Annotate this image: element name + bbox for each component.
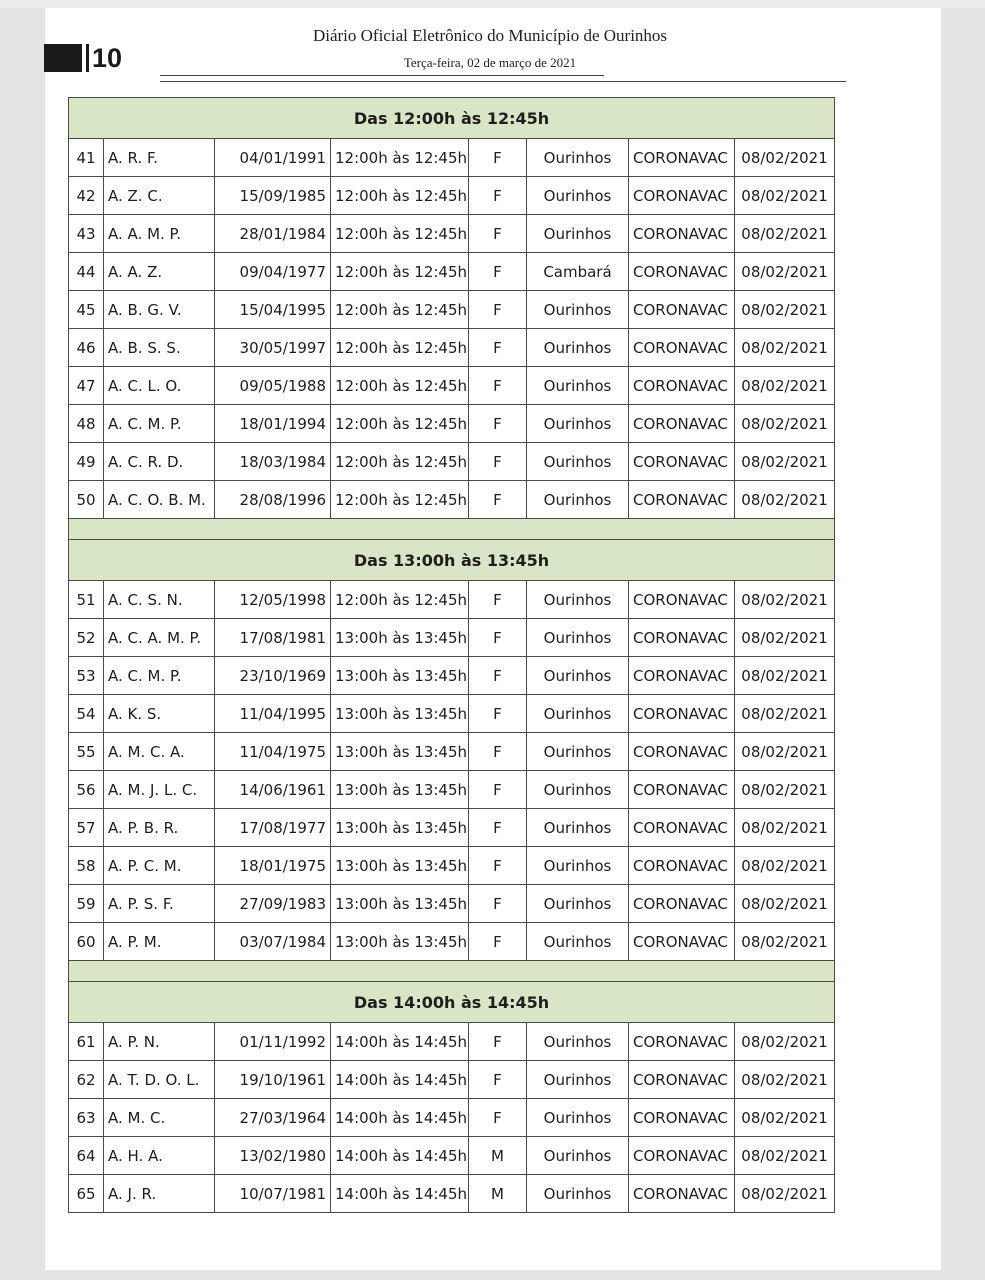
city-cell: Ourinhos xyxy=(527,1137,629,1175)
row-number-cell: 63 xyxy=(69,1099,104,1137)
section-spacer-cell xyxy=(69,961,835,982)
person-initials-cell: A. C. A. M. P. xyxy=(104,619,215,657)
person-initials-cell: A. Z. C. xyxy=(104,177,215,215)
vaccination-date-cell: 08/02/2021 xyxy=(735,733,835,771)
row-number-cell: 60 xyxy=(69,923,104,961)
person-initials-cell: A. J. R. xyxy=(104,1175,215,1213)
sex-cell: F xyxy=(469,215,527,253)
person-initials-cell: A. P. B. R. xyxy=(104,809,215,847)
table-row xyxy=(69,405,835,443)
vaccine-cell: CORONAVAC xyxy=(629,481,735,519)
birth-date-cell: 27/09/1983 xyxy=(215,885,331,923)
time-slot-header-row xyxy=(69,98,835,139)
vaccine-cell: CORONAVAC xyxy=(629,809,735,847)
table-row xyxy=(69,1061,835,1099)
table-row xyxy=(69,1137,835,1175)
birth-date-cell: 27/03/1964 xyxy=(215,1099,331,1137)
vaccine-cell: CORONAVAC xyxy=(629,885,735,923)
city-cell: Ourinhos xyxy=(527,885,629,923)
city-cell: Ourinhos xyxy=(527,695,629,733)
city-cell: Ourinhos xyxy=(527,1099,629,1137)
city-cell: Ourinhos xyxy=(527,367,629,405)
sex-cell: F xyxy=(469,581,527,619)
page-marker-block xyxy=(44,44,82,72)
person-initials-cell: A. K. S. xyxy=(104,695,215,733)
vaccine-cell: CORONAVAC xyxy=(629,177,735,215)
vaccination-date-cell: 08/02/2021 xyxy=(735,329,835,367)
sex-cell: F xyxy=(469,1099,527,1137)
city-cell: Ourinhos xyxy=(527,177,629,215)
row-number-cell: 61 xyxy=(69,1023,104,1061)
row-number-cell: 53 xyxy=(69,657,104,695)
row-number-cell: 45 xyxy=(69,291,104,329)
birth-date-cell: 28/08/1996 xyxy=(215,481,331,519)
vaccination-date-cell: 08/02/2021 xyxy=(735,291,835,329)
row-number-cell: 49 xyxy=(69,443,104,481)
sex-cell: F xyxy=(469,771,527,809)
sex-cell: F xyxy=(469,177,527,215)
vaccine-cell: CORONAVAC xyxy=(629,1099,735,1137)
vaccine-cell: CORONAVAC xyxy=(629,847,735,885)
time-slot-cell: 12:00h às 12:45h xyxy=(331,329,469,367)
person-initials-cell: A. C. M. P. xyxy=(104,657,215,695)
row-number-cell: 58 xyxy=(69,847,104,885)
birth-date-cell: 17/08/1977 xyxy=(215,809,331,847)
person-initials-cell: A. T. D. O. L. xyxy=(104,1061,215,1099)
table-row xyxy=(69,443,835,481)
person-initials-cell: A. B. G. V. xyxy=(104,291,215,329)
vaccination-date-cell: 08/02/2021 xyxy=(735,885,835,923)
vaccine-cell: CORONAVAC xyxy=(629,1175,735,1213)
time-slot-header-row xyxy=(69,540,835,581)
vaccine-cell: CORONAVAC xyxy=(629,733,735,771)
schedule-body xyxy=(69,98,835,1213)
header-rule-bottom xyxy=(160,81,846,82)
publication-title: Diário Oficial Eletrônico do Município de Ourinhos xyxy=(312,26,668,45)
city-cell: Ourinhos xyxy=(527,847,629,885)
person-initials-cell: A. B. S. S. xyxy=(104,329,215,367)
vaccine-cell: CORONAVAC xyxy=(629,923,735,961)
table-row xyxy=(69,847,835,885)
table-row xyxy=(69,695,835,733)
vaccination-date-cell: 08/02/2021 xyxy=(735,1137,835,1175)
sex-cell: F xyxy=(469,923,527,961)
time-slot-cell: 14:00h às 14:45h xyxy=(331,1023,469,1061)
sex-cell: F xyxy=(469,291,527,329)
city-cell: Ourinhos xyxy=(527,405,629,443)
page-number-marker xyxy=(44,42,122,74)
row-number-cell: 43 xyxy=(69,215,104,253)
city-cell: Ourinhos xyxy=(527,1061,629,1099)
sex-cell: M xyxy=(469,1137,527,1175)
section-spacer-cell xyxy=(69,519,835,540)
time-slot-cell: 12:00h às 12:45h xyxy=(331,443,469,481)
sex-cell: F xyxy=(469,139,527,177)
row-number-cell: 59 xyxy=(69,885,104,923)
row-number-cell: 47 xyxy=(69,367,104,405)
birth-date-cell: 28/01/1984 xyxy=(215,215,331,253)
table-row xyxy=(69,1099,835,1137)
row-number-cell: 48 xyxy=(69,405,104,443)
sex-cell: F xyxy=(469,405,527,443)
time-slot-cell: 14:00h às 14:45h xyxy=(331,1099,469,1137)
vaccination-date-cell: 08/02/2021 xyxy=(735,1061,835,1099)
city-cell: Ourinhos xyxy=(527,139,629,177)
person-initials-cell: A. C. R. D. xyxy=(104,443,215,481)
person-initials-cell: A. M. J. L. C. xyxy=(104,771,215,809)
birth-date-cell: 19/10/1961 xyxy=(215,1061,331,1099)
page-number: 10 xyxy=(92,42,123,73)
city-cell: Ourinhos xyxy=(527,481,629,519)
sex-cell: F xyxy=(469,443,527,481)
vaccine-cell: CORONAVAC xyxy=(629,329,735,367)
vaccine-cell: CORONAVAC xyxy=(629,1061,735,1099)
table-row xyxy=(69,367,835,405)
city-cell: Ourinhos xyxy=(527,733,629,771)
sex-cell: F xyxy=(469,733,527,771)
row-number-cell: 57 xyxy=(69,809,104,847)
time-slot-header: Das 13:00h às 13:45h xyxy=(69,540,835,581)
vaccination-date-cell: 08/02/2021 xyxy=(735,657,835,695)
table-row xyxy=(69,177,835,215)
row-number-cell: 65 xyxy=(69,1175,104,1213)
vaccination-date-cell: 08/02/2021 xyxy=(735,481,835,519)
person-initials-cell: A. P. N. xyxy=(104,1023,215,1061)
row-number-cell: 46 xyxy=(69,329,104,367)
sex-cell: F xyxy=(469,695,527,733)
person-initials-cell: A. M. C. A. xyxy=(104,733,215,771)
publication-date: Terça-feira, 02 de março de 2021 xyxy=(403,55,577,70)
birth-date-cell: 15/04/1995 xyxy=(215,291,331,329)
vaccine-cell: CORONAVAC xyxy=(629,695,735,733)
time-slot-cell: 13:00h às 13:45h xyxy=(331,695,469,733)
time-slot-cell: 12:00h às 12:45h xyxy=(331,177,469,215)
row-number-cell: 44 xyxy=(69,253,104,291)
time-slot-cell: 12:00h às 12:45h xyxy=(331,405,469,443)
vaccination-date-cell: 08/02/2021 xyxy=(735,771,835,809)
sex-cell: F xyxy=(469,1023,527,1061)
birth-date-cell: 23/10/1969 xyxy=(215,657,331,695)
table-row xyxy=(69,253,835,291)
sex-cell: F xyxy=(469,885,527,923)
vaccine-cell: CORONAVAC xyxy=(629,1023,735,1061)
table-row xyxy=(69,733,835,771)
city-cell: Ourinhos xyxy=(527,215,629,253)
vaccination-date-cell: 08/02/2021 xyxy=(735,923,835,961)
time-slot-cell: 14:00h às 14:45h xyxy=(331,1061,469,1099)
row-number-cell: 50 xyxy=(69,481,104,519)
vaccination-date-cell: 08/02/2021 xyxy=(735,1023,835,1061)
row-number-cell: 52 xyxy=(69,619,104,657)
vaccine-cell: CORONAVAC xyxy=(629,1137,735,1175)
city-cell: Ourinhos xyxy=(527,329,629,367)
vaccine-cell: CORONAVAC xyxy=(629,771,735,809)
sex-cell: M xyxy=(469,1175,527,1213)
section-spacer-row xyxy=(69,961,835,982)
table-row xyxy=(69,657,835,695)
vaccination-date-cell: 08/02/2021 xyxy=(735,809,835,847)
city-cell: Cambará xyxy=(527,253,629,291)
table-row xyxy=(69,923,835,961)
birth-date-cell: 12/05/1998 xyxy=(215,581,331,619)
vaccine-cell: CORONAVAC xyxy=(629,405,735,443)
birth-date-cell: 11/04/1975 xyxy=(215,733,331,771)
time-slot-cell: 13:00h às 13:45h xyxy=(331,771,469,809)
vaccination-date-cell: 08/02/2021 xyxy=(735,139,835,177)
sex-cell: F xyxy=(469,329,527,367)
city-cell: Ourinhos xyxy=(527,771,629,809)
person-initials-cell: A. C. L. O. xyxy=(104,367,215,405)
time-slot-cell: 13:00h às 13:45h xyxy=(331,809,469,847)
vaccination-date-cell: 08/02/2021 xyxy=(735,1175,835,1213)
vaccine-cell: CORONAVAC xyxy=(629,291,735,329)
time-slot-cell: 12:00h às 12:45h xyxy=(331,581,469,619)
vaccine-cell: CORONAVAC xyxy=(629,139,735,177)
vaccination-date-cell: 08/02/2021 xyxy=(735,1099,835,1137)
birth-date-cell: 14/06/1961 xyxy=(215,771,331,809)
vaccination-date-cell: 08/02/2021 xyxy=(735,581,835,619)
person-initials-cell: A. C. O. B. M. xyxy=(104,481,215,519)
city-cell: Ourinhos xyxy=(527,443,629,481)
sex-cell: F xyxy=(469,809,527,847)
person-initials-cell: A. P. C. M. xyxy=(104,847,215,885)
sex-cell: F xyxy=(469,1061,527,1099)
vaccine-cell: CORONAVAC xyxy=(629,253,735,291)
table-row xyxy=(69,885,835,923)
birth-date-cell: 30/05/1997 xyxy=(215,329,331,367)
sex-cell: F xyxy=(469,367,527,405)
sex-cell: F xyxy=(469,619,527,657)
city-cell: Ourinhos xyxy=(527,657,629,695)
table-row xyxy=(69,581,835,619)
city-cell: Ourinhos xyxy=(527,619,629,657)
person-initials-cell: A. M. C. xyxy=(104,1099,215,1137)
birth-date-cell: 09/04/1977 xyxy=(215,253,331,291)
table-row xyxy=(69,619,835,657)
vaccination-date-cell: 08/02/2021 xyxy=(735,177,835,215)
sex-cell: F xyxy=(469,847,527,885)
table-row xyxy=(69,139,835,177)
time-slot-header: Das 12:00h às 12:45h xyxy=(69,98,835,139)
person-initials-cell: A. R. F. xyxy=(104,139,215,177)
vaccination-schedule-table xyxy=(68,97,835,1213)
time-slot-cell: 12:00h às 12:45h xyxy=(331,481,469,519)
birth-date-cell: 18/03/1984 xyxy=(215,443,331,481)
row-number-cell: 41 xyxy=(69,139,104,177)
vaccine-cell: CORONAVAC xyxy=(629,443,735,481)
birth-date-cell: 11/04/1995 xyxy=(215,695,331,733)
table-row xyxy=(69,329,835,367)
birth-date-cell: 17/08/1981 xyxy=(215,619,331,657)
time-slot-cell: 13:00h às 13:45h xyxy=(331,847,469,885)
row-number-cell: 56 xyxy=(69,771,104,809)
vaccine-cell: CORONAVAC xyxy=(629,581,735,619)
birth-date-cell: 01/11/1992 xyxy=(215,1023,331,1061)
vaccination-date-cell: 08/02/2021 xyxy=(735,253,835,291)
row-number-cell: 54 xyxy=(69,695,104,733)
table-row xyxy=(69,215,835,253)
header-rule-top xyxy=(160,75,604,76)
birth-date-cell: 15/09/1985 xyxy=(215,177,331,215)
row-number-cell: 62 xyxy=(69,1061,104,1099)
city-cell: Ourinhos xyxy=(527,1023,629,1061)
row-number-cell: 42 xyxy=(69,177,104,215)
time-slot-cell: 13:00h às 13:45h xyxy=(331,619,469,657)
birth-date-cell: 03/07/1984 xyxy=(215,923,331,961)
table-row xyxy=(69,291,835,329)
sex-cell: F xyxy=(469,481,527,519)
person-initials-cell: A. P. S. F. xyxy=(104,885,215,923)
table-row xyxy=(69,1175,835,1213)
vaccination-date-cell: 08/02/2021 xyxy=(735,405,835,443)
city-cell: Ourinhos xyxy=(527,923,629,961)
time-slot-cell: 13:00h às 13:45h xyxy=(331,923,469,961)
birth-date-cell: 10/07/1981 xyxy=(215,1175,331,1213)
person-initials-cell: A. P. M. xyxy=(104,923,215,961)
table-row xyxy=(69,771,835,809)
city-cell: Ourinhos xyxy=(527,809,629,847)
vaccine-cell: CORONAVAC xyxy=(629,657,735,695)
time-slot-cell: 12:00h às 12:45h xyxy=(331,291,469,329)
page-marker-bar xyxy=(86,44,89,72)
vaccination-date-cell: 08/02/2021 xyxy=(735,619,835,657)
time-slot-cell: 13:00h às 13:45h xyxy=(331,733,469,771)
time-slot-cell: 12:00h às 12:45h xyxy=(331,139,469,177)
row-number-cell: 64 xyxy=(69,1137,104,1175)
vaccination-date-cell: 08/02/2021 xyxy=(735,215,835,253)
time-slot-cell: 13:00h às 13:45h xyxy=(331,885,469,923)
vaccine-cell: CORONAVAC xyxy=(629,215,735,253)
person-initials-cell: A. A. Z. xyxy=(104,253,215,291)
time-slot-cell: 14:00h às 14:45h xyxy=(331,1175,469,1213)
vaccine-cell: CORONAVAC xyxy=(629,619,735,657)
person-initials-cell: A. H. A. xyxy=(104,1137,215,1175)
person-initials-cell: A. A. M. P. xyxy=(104,215,215,253)
vaccination-date-cell: 08/02/2021 xyxy=(735,367,835,405)
person-initials-cell: A. C. S. N. xyxy=(104,581,215,619)
table-row xyxy=(69,481,835,519)
time-slot-cell: 12:00h às 12:45h xyxy=(331,367,469,405)
vaccination-date-cell: 08/02/2021 xyxy=(735,695,835,733)
birth-date-cell: 18/01/1994 xyxy=(215,405,331,443)
vaccination-date-cell: 08/02/2021 xyxy=(735,847,835,885)
vaccination-date-cell: 08/02/2021 xyxy=(735,443,835,481)
person-initials-cell: A. C. M. P. xyxy=(104,405,215,443)
sex-cell: F xyxy=(469,253,527,291)
time-slot-cell: 14:00h às 14:45h xyxy=(331,1137,469,1175)
sex-cell: F xyxy=(469,657,527,695)
time-slot-cell: 12:00h às 12:45h xyxy=(331,215,469,253)
time-slot-header: Das 14:00h às 14:45h xyxy=(69,982,835,1023)
time-slot-cell: 13:00h às 13:45h xyxy=(331,657,469,695)
vaccine-cell: CORONAVAC xyxy=(629,367,735,405)
city-cell: Ourinhos xyxy=(527,581,629,619)
row-number-cell: 51 xyxy=(69,581,104,619)
table-row xyxy=(69,809,835,847)
time-slot-cell: 12:00h às 12:45h xyxy=(331,253,469,291)
section-spacer-row xyxy=(69,519,835,540)
city-cell: Ourinhos xyxy=(527,291,629,329)
birth-date-cell: 09/05/1988 xyxy=(215,367,331,405)
birth-date-cell: 13/02/1980 xyxy=(215,1137,331,1175)
birth-date-cell: 04/01/1991 xyxy=(215,139,331,177)
birth-date-cell: 18/01/1975 xyxy=(215,847,331,885)
table-row xyxy=(69,1023,835,1061)
row-number-cell: 55 xyxy=(69,733,104,771)
time-slot-header-row xyxy=(69,982,835,1023)
viewer-top-strip xyxy=(0,0,985,8)
city-cell: Ourinhos xyxy=(527,1175,629,1213)
